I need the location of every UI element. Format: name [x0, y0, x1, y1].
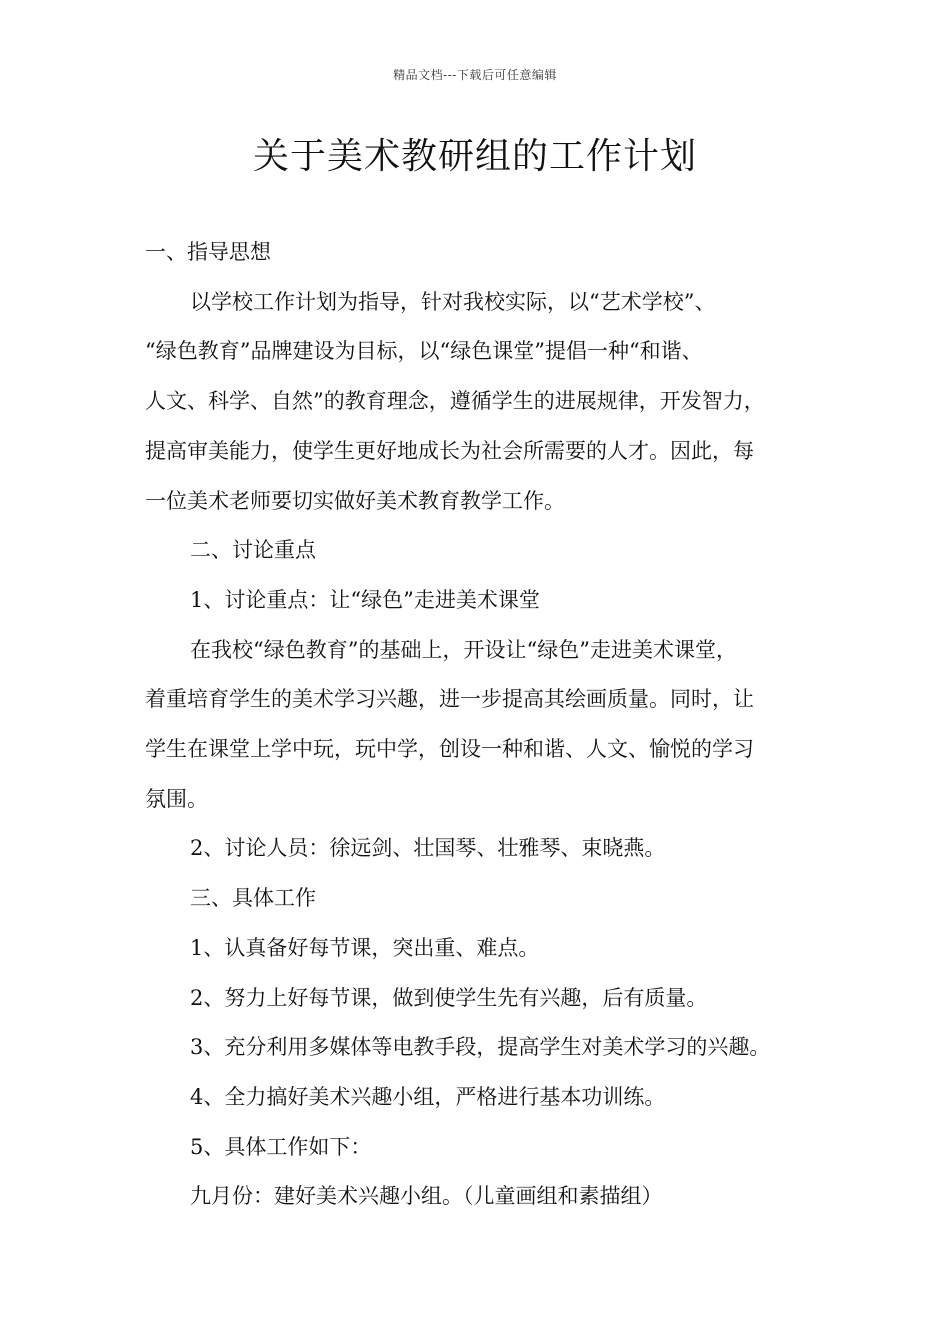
section-heading-specific-work: 三、具体工作 [190, 886, 316, 911]
list-item: 4、全力搞好美术兴趣小组，严格进行基本功训练。 [190, 1084, 666, 1109]
paragraph-line: 着重培育学生的美术学习兴趣，进一步提高其绘画质量。同时，让 [145, 687, 754, 712]
list-item: 九月份：建好美术兴趣小组。（儿童画组和素描组） [190, 1184, 663, 1209]
paragraph-line: 在我校“绿色教育”的基础上，开设让“绿色”走进美术课堂， [190, 637, 737, 662]
list-item: 5、具体工作如下： [190, 1134, 372, 1159]
list-item: 1、讨论重点：让“绿色”走进美术课堂 [190, 587, 540, 612]
section-heading-research-focus: 二、讨论重点 [190, 538, 316, 563]
paragraph-line: 学生在课堂上学中玩，玩中学，创设一种和谐、人文、愉悦的学习 [145, 737, 754, 762]
paragraph-line: 以学校工作计划为指导，针对我校实际，以“艺术学校”、 [190, 289, 716, 314]
list-item: 2、讨论人员：徐远剑、壮国琴、壮雅琴、束晓燕。 [190, 836, 666, 861]
paragraph-line: “绿色教育”品牌建设为目标，以“绿色课堂”提倡一种“和谐、 [145, 339, 703, 364]
header-note: 精品文档---下载后可任意编辑 [393, 68, 557, 82]
list-item: 1、认真备好每节课，突出重、难点。 [190, 935, 540, 960]
page-title: 关于美术教研组的工作计划 [252, 136, 697, 177]
list-item: 2、努力上好每节课，做到使学生先有兴趣，后有质量。 [190, 985, 708, 1010]
document-body [145, 228, 825, 1222]
paragraph-line: 人文、科学、自然”的教育理念，遵循学生的进展规律，开发智力， [145, 389, 765, 414]
list-item: 3、充分利用多媒体等电教手段，提高学生对美术学习的兴趣。 [190, 1035, 771, 1060]
paragraph-line: 一位美术老师要切实做好美术教育教学工作。 [145, 488, 565, 513]
section-heading-guiding-ideology: 一、指导思想 [145, 240, 271, 264]
paragraph-line: 提高审美能力，使学生更好地成长为社会所需要的人才。因此，每 [145, 438, 754, 463]
paragraph-line: 氛围。 [145, 786, 208, 811]
